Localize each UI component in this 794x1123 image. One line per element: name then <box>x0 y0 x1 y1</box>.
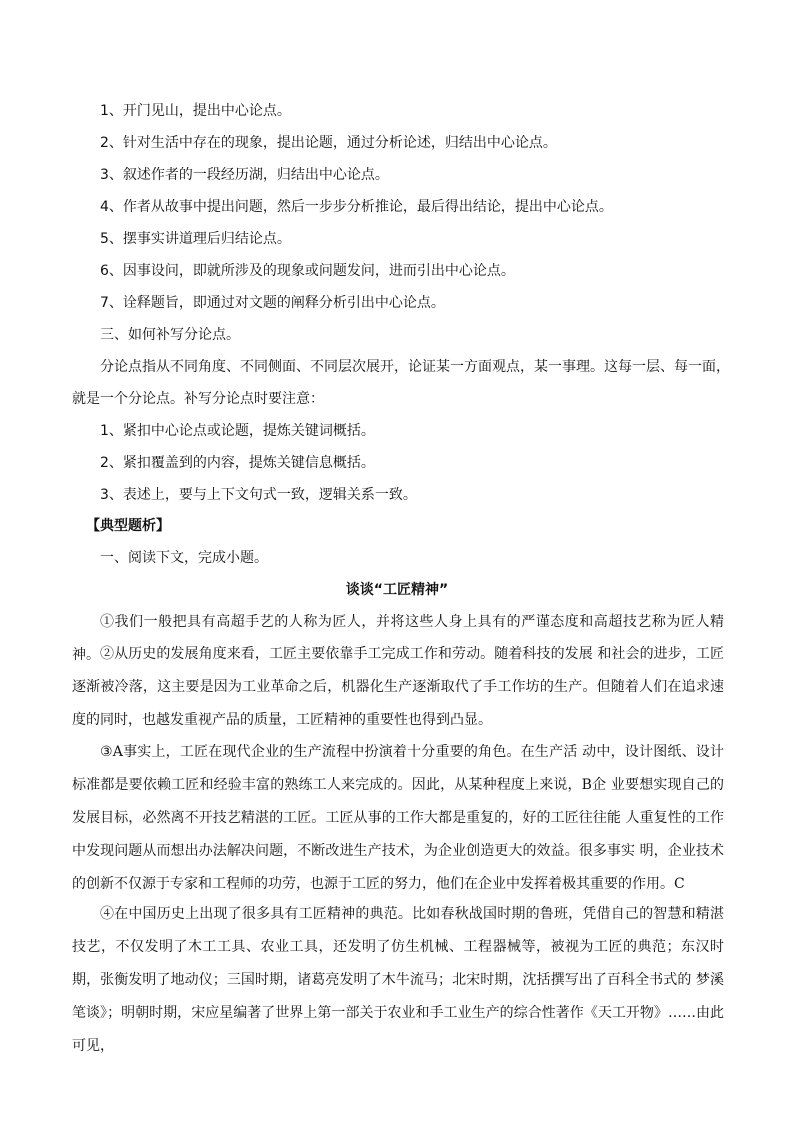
tip-item-1: 1、紧扣中心论点或论题，提炼关键词概括。 <box>100 423 375 439</box>
article-paragraph-1: ①我们一般把具有高超手艺的人称为匠人，并将这些人身上具有的严谨态度和高超技艺称为匠人精神。 <box>72 614 724 663</box>
article-paragraph-4: ④在中国历史上出现了很多具有工匠精神的典范。比如春秋战国时期的鲁班，凭借自己的智慧和精湛技艺，不仅发明了木工工具、农业工具，还发明了仿生机械、工程器械等，被视为工匠的典范；东汉时期，张衡发明了地动仪；三国时期，诸葛亮发明了木牛流马；北宋时期，沈括撰写出了百科全书式的 梦溪笔谈》；明朝时期，宋应星编著了世界上第一部关于农业和手工业生产的综合性著作《天工开物》……由此可见， <box>72 906 724 1054</box>
method-item-2: 2、针对生活中存在的现象，提出论题，通过分析论述，归结出中心论点。 <box>100 135 557 151</box>
article-title: 谈谈“工匠精神” <box>345 582 449 598</box>
example-heading: 【典型题析】 <box>86 518 170 534</box>
section-intro-line-1: 分论点指从不同角度、不同侧面、不同层次展开，论证某一方面观点，某一事理。这每一层、每一面， <box>100 359 730 375</box>
tip-item-2: 2、紧扣覆盖到的内容，提炼关键信息概括。 <box>100 455 375 471</box>
method-item-7: 7、诠释题旨，即通过对文题的阐释分析引出中心论点。 <box>100 295 445 311</box>
method-item-6: 6、因事设问，即就所涉及的现象或问题发问，进而引出中心论点。 <box>100 263 515 279</box>
question-instruction: 一、阅读下文，完成小题。 <box>100 550 268 566</box>
tip-item-3: 3、表述上，要与上下文句式一致，逻辑关系一致。 <box>100 487 417 503</box>
method-item-3: 3、叙述作者的一段经历湖，归结出中心论点。 <box>100 167 389 183</box>
method-item-1: 1、开门见山，提出中心论点。 <box>100 103 291 119</box>
method-item-4: 4、作者从故事中提出问题，然后一步步分析推论，最后得出结论，提出中心论点。 <box>100 199 613 215</box>
section-intro-line-2: 就是一个分论点。补写分论点时要注意： <box>72 391 324 407</box>
article-paragraph-2: ②从历史的发展角度来看，工匠主要依靠手工完成工作和劳动。随着科技的发展 和社会的进步，工匠逐渐被冷落，这主要是因为工业革命之后，机器化生产逐渐取代了手工作坊的生产。但随着人们在追求速度的同时，也越发重视产品的质量，工匠精神的重要性也得到凸显。 <box>72 646 724 728</box>
article-paragraph-3: ③A事实上，工匠在现代企业的生产流程中扮演着十分重要的角色。在生产活 动中，设计图纸、设计标准都是要依赖工匠和经验丰富的熟练工人来完成的。因此，从某种程度上来说，B企 业要想实现自己的发展目标，必然离不开技艺精湛的工匠。工匠从事的工作大都是重复的，好的工匠往往能 人重复性的工作中发现问题从而想出办法解决问题，不断改进生产技术，为企业创造更大的效益。很多事实 明，企业技术的创新不仅源于专家和工程师的功劳，也源于工匠的努力，他们在企业中发挥着极其重要的作用。C <box>72 744 724 892</box>
method-item-5: 5、摆事实讲道理后归结论点。 <box>100 231 291 247</box>
section-heading: 三、如何补写分论点。 <box>100 327 240 343</box>
